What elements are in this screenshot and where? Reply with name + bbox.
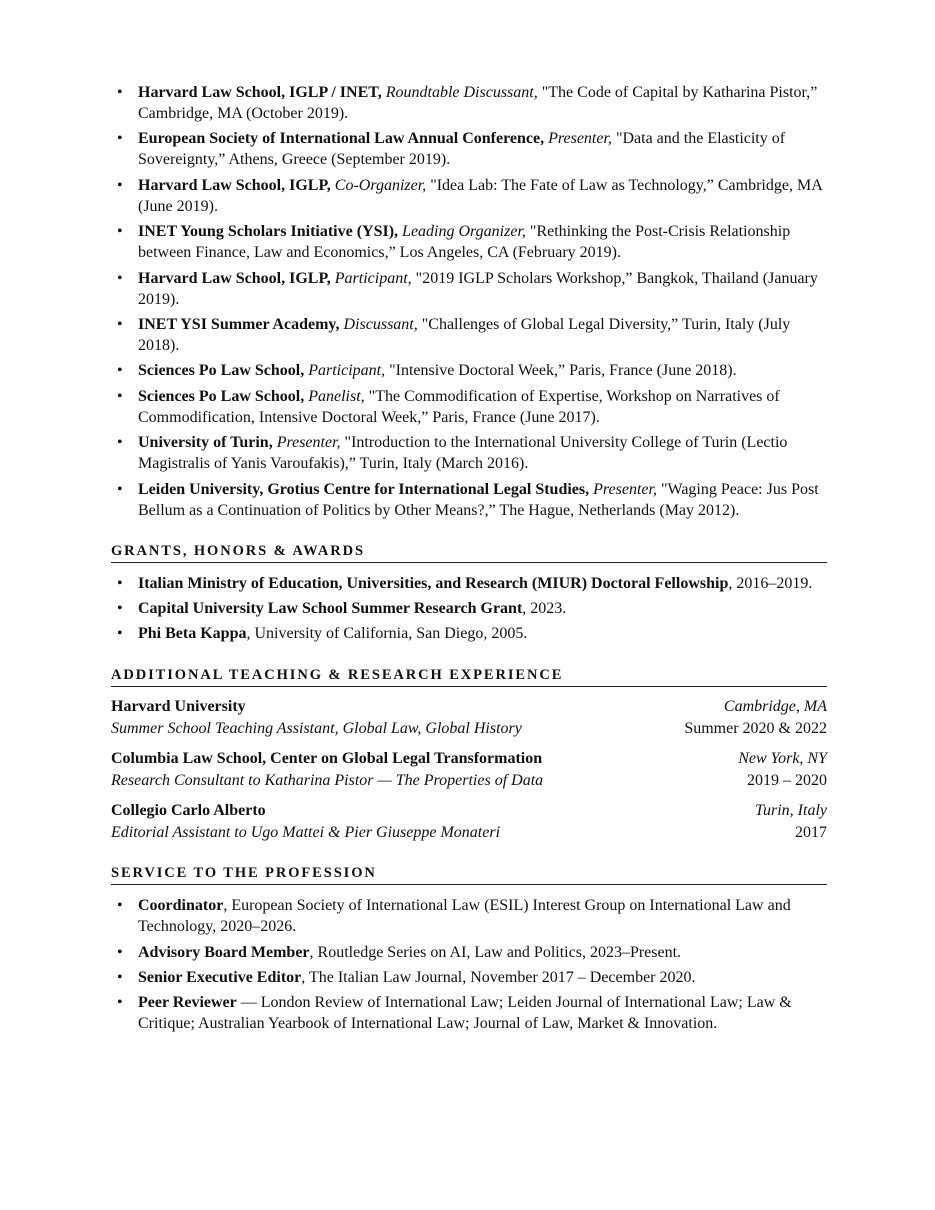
event-detail: "Data and the Elasticity of Sovereignty,” Athens, Greece (September 2019). xyxy=(138,130,786,169)
service-detail: , The Italian Law Journal, November 2017 – December 2020. xyxy=(301,969,696,987)
experience-organization: Harvard University xyxy=(111,698,246,716)
event-role: Presenter, xyxy=(593,480,657,498)
list-item xyxy=(111,895,827,937)
event-role: Co-Organizer, xyxy=(334,176,427,194)
section-heading-teaching: ADDITIONAL TEACHING & RESEARCH EXPERIENCE xyxy=(111,666,827,687)
list-item xyxy=(111,432,827,474)
event-detail: "Waging Peace: Jus Post Bellum as a Continuation of Politics by Other Means?,” The Hague, Netherlands (May 2012). xyxy=(138,480,819,519)
bullet-icon: • xyxy=(117,387,123,405)
experience-entry xyxy=(111,800,827,844)
event-organization: Leiden University, Grotius Centre for International Legal Studies, xyxy=(138,480,590,498)
event-detail: "Introduction to the International University College of Turin (Lectio Magistralis of Yanis Varoufakis),” Turin, Italy (March 2016). xyxy=(138,434,788,473)
bullet-icon: • xyxy=(117,574,123,592)
experience-organization: Collegio Carlo Alberto xyxy=(111,802,266,820)
experience-date: 2017 xyxy=(795,824,827,842)
event-detail: "Intensive Doctoral Week,” Paris, France (June 2018). xyxy=(389,362,737,380)
experience-role: Research Consultant to Katharina Pistor — The Properties of Data xyxy=(111,772,544,790)
event-detail: "Idea Lab: The Fate of Law as Technology,” Cambridge, MA (June 2019). xyxy=(138,176,822,215)
experience-date: Summer 2020 & 2022 xyxy=(684,720,827,738)
bullet-icon: • xyxy=(117,434,123,452)
list-item xyxy=(111,623,827,644)
list-item xyxy=(111,314,827,356)
award-title: Italian Ministry of Education, Universities, and Research (MIUR) Doctoral Fellowship xyxy=(138,574,729,592)
service-detail: — London Review of International Law; Leiden Journal of International Law; Law & Critique; Australian Yearbook of International Law; Journal of Law, Market & Innovation. xyxy=(138,994,792,1033)
event-organization: INET Young Scholars Initiative (YSI), xyxy=(138,223,399,241)
event-organization: Harvard Law School, IGLP, xyxy=(138,269,331,287)
experience-date: 2019 – 2020 xyxy=(747,772,827,790)
list-item xyxy=(111,386,827,428)
event-organization: Harvard Law School, IGLP / INET, xyxy=(138,84,382,101)
bullet-icon: • xyxy=(117,176,123,194)
bullet-icon: • xyxy=(117,625,123,643)
event-role: Participant, xyxy=(334,269,412,287)
list-item xyxy=(111,82,827,124)
list-item xyxy=(111,942,827,963)
event-organization: Harvard Law School, IGLP, xyxy=(138,176,331,194)
list-item xyxy=(111,175,827,217)
grants-list xyxy=(111,573,827,645)
service-title: Senior Executive Editor xyxy=(138,969,302,987)
event-organization: University of Turin, xyxy=(138,434,273,452)
experience-location: Cambridge, MA xyxy=(723,698,827,716)
bullet-icon: • xyxy=(117,223,123,241)
service-detail: , European Society of International Law (ESIL) Interest Group on International Law and Technology, 2020–2026. xyxy=(138,897,791,936)
event-detail: "2019 IGLP Scholars Workshop,” Bangkok, Thailand (January 2019). xyxy=(138,269,818,308)
experience-entry xyxy=(111,748,827,792)
list-item xyxy=(111,268,827,310)
bullet-icon: • xyxy=(117,599,123,617)
list-item xyxy=(111,573,827,594)
experience-role: Summer School Teaching Assistant, Global Law, Global History xyxy=(111,720,522,738)
experience-subheader xyxy=(111,718,827,740)
list-item xyxy=(111,360,827,381)
event-role: Presenter, xyxy=(276,434,341,452)
bullet-icon: • xyxy=(117,315,123,333)
event-role: Participant, xyxy=(308,362,386,380)
award-title: Capital University Law School Summer Research Grant xyxy=(138,599,523,617)
service-title: Coordinator xyxy=(138,897,224,915)
event-role: Presenter, xyxy=(548,130,612,148)
experience-header xyxy=(111,800,827,822)
event-role: Panelist, xyxy=(308,387,365,405)
event-organization: Sciences Po Law School, xyxy=(138,387,305,405)
list-item xyxy=(111,967,827,988)
experience-header xyxy=(111,696,827,718)
list-item xyxy=(111,598,827,619)
experience-location: New York, NY xyxy=(738,750,827,768)
service-list xyxy=(111,895,827,1034)
bullet-icon: • xyxy=(117,994,123,1012)
experience-header xyxy=(111,748,827,770)
bullet-icon: • xyxy=(117,269,123,287)
award-detail: , University of California, San Diego, 2005. xyxy=(246,625,528,643)
bullet-icon: • xyxy=(117,362,123,380)
event-detail: "The Commodification of Expertise, Workshop on Narratives of Commodification, Intensive Doctoral Week,” Paris, France (June 2017). xyxy=(138,387,780,426)
service-title: Peer Reviewer xyxy=(138,994,237,1012)
event-detail: "Challenges of Global Legal Diversity,” Turin, Italy (July 2018). xyxy=(138,315,791,354)
event-organization: European Society of International Law Annual Conference, xyxy=(138,130,545,148)
service-title: Advisory Board Member xyxy=(138,943,310,961)
award-title: Phi Beta Kappa xyxy=(138,625,247,643)
event-detail: "The Code of Capital by Katharina Pistor,” Cambridge, MA (October 2019). xyxy=(138,84,818,122)
list-item xyxy=(111,992,827,1034)
bullet-icon: • xyxy=(117,480,123,498)
experience-list xyxy=(111,696,827,844)
bullet-icon: • xyxy=(117,969,123,987)
event-role: Roundtable Discussant, xyxy=(385,84,538,101)
event-detail: "Rethinking the Post-Crisis Relationship between Finance, Law and Economics,” Los Angeles, CA (February 2019). xyxy=(138,223,791,262)
experience-subheader xyxy=(111,770,827,792)
presentations-list xyxy=(111,82,827,521)
award-detail: , 2016–2019. xyxy=(728,574,813,592)
list-item xyxy=(111,221,827,263)
list-item xyxy=(111,128,827,170)
section-heading-grants: GRANTS, HONORS & AWARDS xyxy=(111,542,827,563)
section-heading-service: SERVICE TO THE PROFESSION xyxy=(111,864,827,885)
bullet-icon: • xyxy=(117,897,123,915)
experience-entry xyxy=(111,696,827,740)
experience-location: Turin, Italy xyxy=(754,802,827,820)
event-organization: INET YSI Summer Academy, xyxy=(138,315,340,333)
cv-content xyxy=(111,82,827,1039)
event-organization: Sciences Po Law School, xyxy=(138,362,305,380)
experience-organization: Columbia Law School, Center on Global Legal Transformation xyxy=(111,750,543,768)
event-role: Leading Organizer, xyxy=(402,223,526,241)
award-detail: , 2023. xyxy=(522,599,567,617)
experience-subheader xyxy=(111,822,827,844)
bullet-icon: • xyxy=(117,943,123,961)
event-role: Discussant, xyxy=(343,315,418,333)
bullet-icon: • xyxy=(117,84,123,101)
bullet-icon: • xyxy=(117,130,123,148)
list-item xyxy=(111,479,827,521)
service-detail: , Routledge Series on AI, Law and Politics, 2023–Present. xyxy=(309,943,682,961)
experience-role: Editorial Assistant to Ugo Mattei & Pier Giuseppe Monateri xyxy=(111,824,501,842)
